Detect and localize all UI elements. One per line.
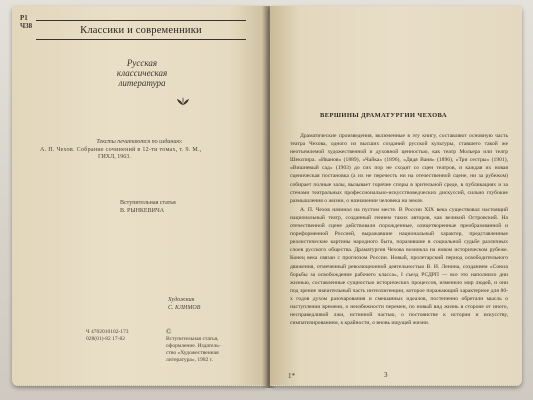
- page-edge: [272, 385, 520, 386]
- copyright-line: Вступительная статья,: [166, 336, 219, 342]
- page-number: 3: [384, 371, 388, 379]
- copyright-line: литература», 1982 г.: [166, 357, 213, 363]
- article-paragraph: Драматические произведения, включенные в эту книгу, составляют основную часть театра Чехова, одного из высших созданий русской культуры, ставшего такой же неотъемлемой художественной и духовной ценностью, как театр Мольера или театр Шекспира. «Иванов» (1889), «Чайка» (1896), «Дядя Ваня» (1896), «Три сестры» (1901), «Вишневый сад» (1903) до сих пор не сходят со сцен театров, и каждая их новая сценическая постановка (а их не перечесть ни на отечественной сцене, ни за рубежом) собирает полные залы, вызывает горячие споры в зрительной среде, в публикациях и за стенами театральных профессионально-искусствоведческих дискуссий, сильно глубокие размышления о жизни, о назначении человека на земле.: [290, 133, 508, 204]
- series-title: Классики и современники: [80, 25, 202, 36]
- udk-code: [20, 14, 32, 30]
- illustrator-credit: [168, 296, 248, 312]
- series-header: [36, 20, 246, 40]
- signature-mark: 1*: [288, 372, 295, 380]
- udk-line: Р1: [20, 14, 28, 22]
- publication-source-cont: ГИХЛ, 1963.: [98, 154, 131, 160]
- illustrator-label: Художник: [168, 297, 195, 303]
- copyright-sign: ©: [166, 328, 172, 336]
- copyright-notice: [152, 329, 262, 364]
- article-body: [290, 132, 508, 327]
- intro-credit: [120, 199, 240, 215]
- subseries-line: литература: [118, 78, 166, 88]
- right-page: [270, 6, 522, 386]
- udk-line: Ч38: [20, 22, 33, 30]
- subseries-line: классическая: [116, 68, 168, 78]
- catalog-code: [86, 329, 146, 343]
- copyright-line: ство «Художественная: [166, 350, 219, 356]
- open-book: [12, 6, 522, 388]
- copyright-line: оформление. Издатель-: [166, 343, 221, 349]
- publication-note-title: Тексты печатаются по изданию:: [96, 139, 183, 145]
- article-heading: ВЕРШИНЫ ДРАМАТУРГИИ ЧЕХОВА: [320, 112, 447, 119]
- intro-credit-line: Вступительная статья: [120, 200, 176, 206]
- publication-note: [32, 139, 247, 162]
- page-edge: [14, 385, 265, 386]
- publication-source: А. П. Чехов. Собрание сочинений в 12-ти томах, т. 9. М.,: [40, 146, 202, 153]
- subseries-title: [72, 58, 212, 88]
- article-paragraph: А. П. Чехов начинал на пустом месте. В России XIX века существовал настоящий национальный театр, созданный гением таких авторов, как великий Островский. На отечественной сцене действовали порожденные, олицетворенные преобразованной и пореформенной Россией, выражавшие национальный характер, представленные реалистические картины народного быта, поразившие в социальной судьбе различных слоев русского общества. Драматургия Чехова возникла на новом историческом рубеже. Конец века связан с прогнозом России. Новый, пролетарский период освободительного движения, отмеченный революционной деятельностью В. И. Ленина, созданием «Союза борьбы за освобождение рабочего класса», I съезд РСДРП — все это наполнило дни жизнью, составленные сущностью исторических процессов, изменило мир людей, и они под зрение значительный часть интеллигенции, которое поражающий характерное для 80-х годов духом разочарования и смешанных идеалов, постепенно обретали мысль о наступлении времени, о неизбежности перемен, по новый вид жизнь в стороне от иного, несправедливой лжи, истинной частью, о постоянстве к истории и искусству, симпатизированием, к крайности, о вновь ищущей жизни.: [290, 206, 508, 327]
- left-page: [12, 6, 267, 386]
- illustrator-name: С. КЛИМОВ: [168, 305, 201, 311]
- leaf-ornament-icon: [176, 96, 190, 108]
- series-bottom-rule: [36, 39, 246, 40]
- catalog-code-line: Ч 4702010102-173: [86, 329, 129, 335]
- intro-credit-author: В. РЫНКЕВИЧА: [120, 208, 165, 214]
- catalog-code-line: 028(01)-82 17-82: [86, 336, 125, 342]
- subseries-line: Русская: [126, 58, 158, 68]
